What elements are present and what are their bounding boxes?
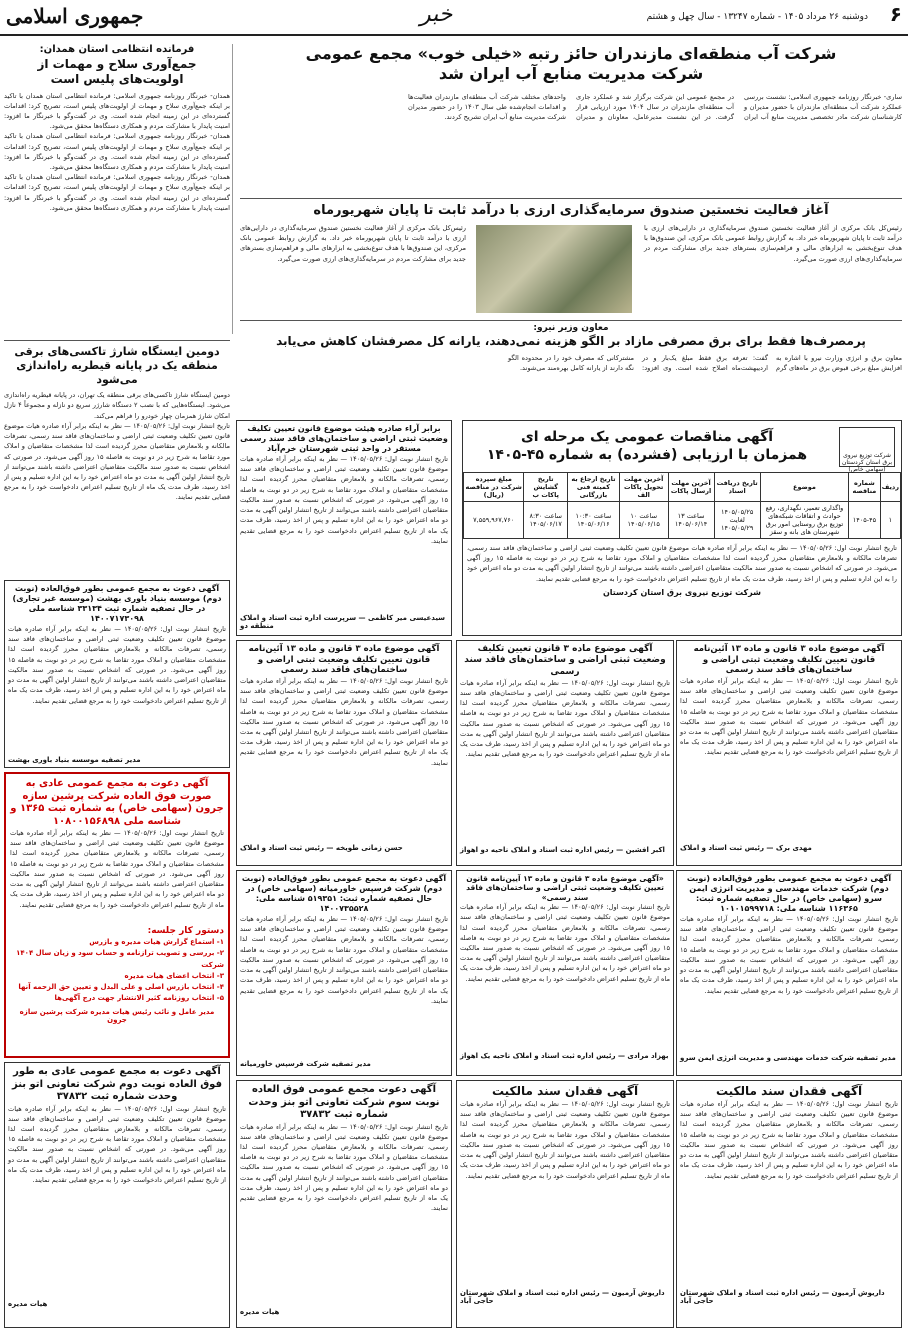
notice-6 bbox=[236, 1080, 452, 1328]
fund-story bbox=[240, 198, 902, 318]
tender-company: شرکت توزیع نیروی برق استان کردستان (سهامی خاص) bbox=[841, 452, 893, 474]
left-story-body-cont: همدان- خبرنگار روزنامه جمهوری اسلامی: فرمانده انتظامی استان همدان با تاکید بر اینکه جمع‌آوری سلاح و مهمات از اولویت‌های پلیس است، تصریح کرد: اقدامات گسترده‌ای در این زمینه انجام شده است. وی در گفت‌وگو با خبرنگار ما افزود: امنیت پایدار با مشارکت مردم و همکاری دستگاه‌ها محقق می‌شود. bbox=[4, 132, 230, 172]
notice-7 bbox=[456, 640, 674, 866]
tender-column-header: موضوع bbox=[760, 473, 848, 502]
electricity-body: معاون برق و انرژی وزارت نیرو با اشاره به افزایش مبلغ برخی قبوض برق در ماه‌های گرم گفت: تعرفه برق فقط مبلغ یک‌بار و در اردیبهشت‌ماه اصلاح شده است. وی افزود: مشترکانی که مصرف خود را در محدوده الگو نگه دارند از یارانه کامل بهره‌مند می‌شوند. bbox=[508, 354, 902, 373]
notice-title: آگهی موضوع ماده ۳ قانون و ماده ۱۳ آئین‌نامه قانون تعیین تکلیف وضعیت ثبتی اراضی و ساختمان‌های فاقد سند رسمی bbox=[248, 644, 440, 676]
lead-story-subtitle: شرکت مدیریت منابع آب ایران شد bbox=[438, 64, 704, 83]
notice-title: آگهی موضوع ماده ۳ قانون تعیین تکلیف وضعیت ثبتی اراضی و ساختمان‌های فاقد سند رسمی bbox=[464, 644, 666, 677]
money-photo bbox=[476, 225, 632, 313]
agenda-item: ۴- انتخاب بازرس اصلی و علی البدل و تعیین حق الزحمه آنها bbox=[18, 983, 224, 991]
notice-10 bbox=[676, 640, 902, 866]
notice-title: آگهی دعوت مجمع عمومی فوق العاده نوبت سوم شرکت تعاونی اتو بنز وحدت شماره ثبت ۳۷۸۳۲ bbox=[248, 1084, 440, 1120]
tender-column-header: ردیف bbox=[880, 473, 900, 502]
notice-signature: مهدی برک — رئیس ثبت اسناد و املاک bbox=[680, 843, 812, 852]
tender-column-header: مبلغ سپرده شرکت در مناقصه (ریال) bbox=[464, 473, 524, 502]
tender-cell: ۱۴۰۵-۴۵ bbox=[849, 502, 881, 539]
notice-signature: مدیر تصفیه شرکت خدمات مهندسی و مدیریت انرژی ایمن سرو bbox=[680, 1054, 896, 1062]
notice-body: تاریخ انتشار نوبت اول: ۱۴۰۵/۰۵/۲۶ — نظر به اینکه برابر آراء صادره هیات موضوع قانون تعیین تکلیف وضعیت ثبتی اراضی و ساختمان‌های فاقد سند رسمی، تصرفات مالکانه و بلامعارض متقاضیان محرز گردیده است لذا مشخصات متقاضیان و املاک مورد تقاضا به شرح زیر در دو نوبت به فاصله ۱۵ روز آگهی می‌شود. در صورتی که اشخاص نسبت به صدور سند مالکیت متقاضیان اعتراضی داشته باشند می‌توانند از تاریخ انتشار اولین آگهی به مدت دو ماه اعتراض خود را به این اداره تسلیم و پس از اخذ رسید، ظرف مدت یک ماه از تاریخ تسلیم اعتراض دادخواست خود را به مرجع قضایی تقدیم نمایند. bbox=[8, 625, 226, 705]
tender-cell: واگذاری تعمیر، نگهداری، رفع حوادث و اتفاقات شبکه‌های توزیع برق روستایی امور برق شهرستان های بانه و سقز bbox=[760, 502, 848, 539]
notice-title: آگهی فقدان سند مالکیت bbox=[491, 1084, 639, 1098]
notice-body: تاریخ انتشار نوبت اول: ۱۴۰۵/۰۵/۲۶ — نظر به اینکه برابر آراء صادره هیات موضوع قانون تعیین تکلیف وضعیت ثبتی اراضی و ساختمان‌های فاقد سند رسمی، تصرفات مالکانه و بلامعارض متقاضیان محرز گردیده است لذا مشخصات متقاضیان و املاک مورد تقاضا به شرح زیر در دو نوبت به فاصله ۱۵ روز آگهی می‌شود. در صورتی که اشخاص نسبت به صدور سند مالکیت متقاضیان اعتراضی داشته باشند می‌توانند از تاریخ انتشار اولین آگهی به مدت دو ماه اعتراض خود را به این اداره تسلیم و پس از اخذ رسید، ظرف مدت یک ماه از تاریخ تسلیم اعتراض دادخواست خود را به مرجع قضایی تقدیم نمایند. bbox=[10, 829, 224, 909]
notice-title: آگهی دعوت به مجمع عمومی بطور فوق‌العاده (نوبت دوم) شرکت فرسپس خاورمیانه (سهامی خاص) در حال تصفیه شماره ثبت: ۵۱۹۳۵۱ شناسه ملی: ۱۴۰۰۷۳۵۵۲۸ bbox=[241, 874, 447, 913]
lead-story-body: ساری- خبرنگار روزنامه جمهوری اسلامی: نشست بررسی عملکرد شرکت آب منطقه‌ای مازندران با حضور مدیران و کارشناسان شرکت مادر تخصصی مدیریت منابع آب ایران در مجمع عمومی این شرکت برگزار شد و عملکرد جاری آب منطقه‌ای مازندران در سال ۱۴۰۴ مورد ارزیابی قرار گرفت. در این نشست مدیرعامل، معاونان و مدیران واحدهای مختلف شرکت آب منطقه‌ای مازندران فعالیت‌ها و اقدامات انجام‌شده طی سال ۱۴۰۳ را در حضور مدیران شرکت مدیریت منابع آب ایران تشریح کردند. bbox=[408, 93, 902, 122]
notice-body: تاریخ انتشار نوبت اول: ۱۴۰۵/۰۵/۲۶ — نظر به اینکه برابر آراء صادره هیات موضوع قانون تعیین تکلیف وضعیت ثبتی اراضی و ساختمان‌های فاقد سند رسمی، تصرفات مالکانه و بلامعارض متقاضیان محرز گردیده است لذا مشخصات متقاضیان و املاک مورد تقاضا به شرح زیر در دو نوبت به فاصله ۱۵ روز آگهی می‌شود. در صورتی که اشخاص نسبت به صدور سند مالکیت متقاضیان اعتراضی داشته باشند می‌توانند از تاریخ انتشار اولین آگهی به مدت دو ماه اعتراض خود را به این اداره تسلیم و پس از اخذ رسید، ظرف مدت یک ماه از تاریخ تسلیم اعتراض دادخواست خود را به مرجع قضایی تقدیم نمایند. bbox=[460, 678, 670, 759]
notice-title: آگهی موضوع ماده ۳ قانون و ماده ۱۳ آئین‌نامه قانون تعیین تکلیف وضعیت ثبتی اراضی و ساختمان‌های فاقد سند رسمی bbox=[693, 644, 885, 676]
notice-body: تاریخ انتشار نوبت اول: ۱۴۰۵/۰۵/۲۶ — نظر به اینکه برابر آراء صادره هیات موضوع قانون تعیین تکلیف وضعیت ثبتی اراضی و ساختمان‌های فاقد سند رسمی، تصرفات مالکانه و بلامعارض متقاضیان محرز گردیده است لذا مشخصات متقاضیان و املاک مورد تقاضا به شرح زیر در دو نوبت به فاصله ۱۵ روز آگهی می‌شود. در صورتی که اشخاص نسبت به صدور سند مالکیت متقاضیان اعتراضی داشته باشند می‌توانند از تاریخ انتشار اولین آگهی به مدت دو ماه اعتراض خود را به این اداره تسلیم و پس از اخذ رسید، ظرف مدت یک ماه از تاریخ تسلیم اعتراض دادخواست خود را به مرجع قضایی تقدیم نمایند. bbox=[240, 915, 448, 1005]
tender-notes: تاریخ انتشار نوبت اول: ۱۴۰۵/۰۵/۲۶ — نظر به اینکه برابر آراء صادره هیات موضوع قانون تعیین تکلیف وضعیت ثبتی اراضی و ساختمان‌های فاقد سند رسمی، تصرفات مالکانه و بلامعارض متقاضیان محرز گردیده است لذا مشخصات متقاضیان و املاک مورد تقاضا به شرح زیر در دو نوبت به فاصله ۱۵ روز آگهی می‌شود. در صورتی که اشخاص نسبت به صدور سند مالکیت متقاضیان اعتراضی داشته باشند می‌توانند از تاریخ انتشار اولین آگهی به مدت دو ماه اعتراض خود را به این اداره تسلیم و پس از اخذ رسید، ظرف مدت یک ماه از تاریخ تسلیم اعتراض دادخواست خود را به مرجع قضایی تقدیم نمایند. bbox=[467, 544, 897, 583]
page-number: ۶ bbox=[889, 2, 902, 26]
notice-title: آگهی دعوت به مجمع عمومی عادی به صورت فوق العاده شرکت پرشین سازه جرون (سهامی خاص) به شماره ثبت ۱۳۶۵ و شناسه ملی ۱۰۸۰۰۱۵۶۸۹۸ bbox=[10, 778, 224, 827]
tender-title-line1: آگهی مناقصات عمومی یک مرحله ای bbox=[520, 429, 774, 445]
notice-body: تاریخ انتشار نوبت اول: ۱۴۰۵/۰۵/۲۶ — نظر به اینکه برابر آراء صادره هیات موضوع قانون تعیین تکلیف وضعیت ثبتی اراضی و ساختمان‌های فاقد سند رسمی، تصرفات مالکانه و بلامعارض متقاضیان محرز گردیده است لذا مشخصات متقاضیان و املاک مورد تقاضا به شرح زیر در دو نوبت به فاصله ۱۵ روز آگهی می‌شود. در صورتی که اشخاص نسبت به صدور سند مالکیت متقاضیان اعتراضی داشته باشند می‌توانند از تاریخ انتشار اولین آگهی به مدت دو ماه اعتراض خود را به این اداره تسلیم و پس از اخذ رسید، ظرف مدت یک ماه از تاریخ تسلیم اعتراض دادخواست خود را به مرجع قضایی تقدیم نمایند. bbox=[460, 1100, 670, 1180]
notice-signature: بهزاد مرادی — رئیس اداره ثبت اسناد و املاک ناحیه یک اهواز bbox=[460, 1052, 669, 1061]
tender-cell: ۷,۵۵۹,۹۶۷,۷۶۰ bbox=[464, 502, 524, 539]
notice-title: آگهی دعوت به مجمع عمومی عادی به طور فوق العاده نوبت دوم شرکت تعاونی اتو بنز وحدت شماره ثبت ۳۷۸۳۲ bbox=[12, 1066, 222, 1102]
tender-footer: شرکت توزیع نیروی برق استان کردستان bbox=[602, 587, 762, 597]
tender-cell: ساعت ۸:۳۰ ۱۴۰۵/۰۶/۱۷ bbox=[524, 502, 568, 539]
notice-title: «آگهی موضوع ماده ۳ قانون و ماده ۱۳ آیین‌نامه قانون تعیین تکلیف وضعیت ثبتی اراضی و ساختمان‌های فاقد سند رسمی» bbox=[466, 874, 664, 902]
fund-story-body-cont: رئیس‌کل بانک مرکزی از آغاز فعالیت نخستین صندوق سرمایه‌گذاری در دارایی‌های ارزی با درآمد ثابت تا پایان شهریورماه خبر داد. به گزارش روابط عمومی بانک مرکزی، این صندوق‌ها با هدف تنوع‌بخشی به ابزارهای مالی و فراهم‌سازی بسترهای جدید برای مشارکت مردم در سرمایه‌گذاری‌های ارزی صورت می‌گیرد. bbox=[240, 224, 466, 263]
fund-story-title: آغاز فعالیت نخستین صندوق سرمایه‌گذاری ارزی با درآمد ثابت تا پایان شهریورماه bbox=[313, 203, 829, 218]
notice-0 bbox=[236, 420, 452, 636]
notice-5 bbox=[236, 870, 452, 1076]
tender-column-header: تاریخ دریافت اسناد bbox=[714, 473, 760, 502]
electricity-story bbox=[240, 320, 902, 416]
notice-signature: اکبر افشین — رئیس اداره ثبت اسناد و املاک ناحیه دو اهواز bbox=[460, 845, 665, 854]
tender-cell: ۱۴۰۵/۰۵/۲۵ لغایت ۱۴۰۵/۰۵/۲۹ bbox=[714, 502, 760, 539]
notice-signature: مدیر تصفیه شرکت فرسپس خاورمیانه bbox=[240, 1060, 371, 1068]
taxi-story-body-cont: تاریخ انتشار نوبت اول: ۱۴۰۵/۰۵/۲۶ — نظر به اینکه برابر آراء صادره هیات موضوع قانون تعیین تکلیف وضعیت ثبتی اراضی و ساختمان‌های فاقد سند رسمی، تصرفات مالکانه و بلامعارض متقاضیان محرز گردیده است لذا مشخصات متقاضیان و املاک مورد تقاضا به شرح زیر در دو نوبت به فاصله ۱۵ روز آگهی می‌شود. در صورتی که اشخاص نسبت به صدور سند مالکیت متقاضیان اعتراضی داشته باشند می‌توانند از تاریخ انتشار اولین آگهی به مدت دو ماه اعتراض خود را به این اداره تسلیم و پس از اخذ رسید، ظرف مدت یک ماه از تاریخ تسلیم اعتراض دادخواست خود را به مرجع قضایی تقدیم نمایند. bbox=[4, 421, 230, 502]
notice-2 bbox=[4, 772, 230, 1058]
tender-cell: ساعت ۱۰:۳۰ ۱۴۰۵/۰۶/۱۶ bbox=[568, 502, 620, 539]
notice-title: آگهی دعوت به مجمع عمومی بطور فوق‌العاده (نوبت دوم) موسسه بنیاد باوری بهشت (موسسه غیر تجاری) در حال تصفیه شماره ثبت ۳۳۱۳۴ شناسه ملی ۱۴۰۰۷۱۷۳۰۹۸ bbox=[12, 584, 222, 623]
lead-story-title: شرکت آب منطقه‌ای مازندران حائز رتبه «خیلی خوب» مجمع عمومی bbox=[305, 44, 837, 63]
notice-signature: حسن زمانی طویخه — رئیس ثبت اسناد و املاک bbox=[240, 843, 403, 852]
notice-8 bbox=[456, 870, 674, 1076]
date-line: دوشنبه ۲۶ مرداد ۱۴۰۵ - شماره ۱۳۲۴۷ - سال چهل و هشتم bbox=[646, 12, 868, 22]
left-story-kicker: فرمانده انتظامی استان همدان: bbox=[39, 44, 195, 55]
notice-body: تاریخ انتشار نوبت اول: ۱۴۰۵/۰۵/۲۶ — نظر به اینکه برابر آراء صادره هیات موضوع قانون تعیین تکلیف وضعیت ثبتی اراضی و ساختمان‌های فاقد سند رسمی، تصرفات مالکانه و بلامعارض متقاضیان محرز گردیده است لذا مشخصات متقاضیان و املاک مورد تقاضا به شرح زیر در دو نوبت به فاصله ۱۵ روز آگهی می‌شود. در صورتی که اشخاص نسبت به صدور سند مالکیت متقاضیان اعتراضی داشته باشند می‌توانند از تاریخ انتشار اولین آگهی به مدت دو ماه اعتراض خود را به این اداره تسلیم و پس از اخذ رسید، ظرف مدت یک ماه از تاریخ تسلیم اعتراض دادخواست خود را به مرجع قضایی تقدیم نمایند. bbox=[680, 915, 898, 995]
tender-table bbox=[463, 472, 901, 539]
left-column-story bbox=[4, 44, 230, 334]
notice-signature: هیات مدیره bbox=[8, 1299, 48, 1308]
taxi-story bbox=[4, 340, 230, 570]
tender-title-line2: همزمان با ارزیابی (فشرده) به شماره ۴۵-۱۴۰۵ bbox=[486, 446, 808, 463]
notice-body: تاریخ انتشار نوبت اول: ۱۴۰۵/۰۵/۲۶ — نظر به اینکه برابر آراء صادره هیات موضوع قانون تعیین تکلیف وضعیت ثبتی اراضی و ساختمان‌های فاقد سند رسمی، تصرفات مالکانه و بلامعارض متقاضیان محرز گردیده است لذا مشخصات متقاضیان و املاک مورد تقاضا به شرح زیر در دو نوبت به فاصله ۱۵ روز آگهی می‌شود. در صورتی که اشخاص نسبت به صدور سند مالکیت متقاضیان اعتراضی داشته باشند می‌توانند از تاریخ انتشار اولین آگهی به مدت دو ماه اعتراض خود را به این اداره تسلیم و پس از اخذ رسید، ظرف مدت یک ماه از تاریخ تسلیم اعتراض دادخواست خود را به مرجع قضایی تقدیم نمایند. bbox=[460, 903, 670, 983]
tender-cell: ۱ bbox=[880, 502, 900, 539]
tender-column-header: تاریخ گشایش پاکات ب bbox=[524, 473, 568, 502]
tender-column-header: تاریخ ارجاع به کمیته فنی بازرگانی bbox=[568, 473, 620, 502]
tender-cell: ساعت ۱۳ ۱۴۰۵/۰۶/۱۴ bbox=[668, 502, 714, 539]
notice-signature: مدیر تصفیه موسسه بنیاد باوری بهشت bbox=[8, 756, 141, 764]
notice-12 bbox=[676, 1080, 902, 1328]
newspaper-logo: جمهوری اسلامی bbox=[6, 4, 144, 28]
taxi-story-body: دومین ایستگاه شارژ تاکسی‌های برقی منطقه یک تهران، در پایانه قیطریه راه‌اندازی می‌شود. ایستگاه‌هایی که با نصب ۲ دستگاه شارژر سریع دو نازله و مجموعاً ۴ نازل امکان شارژ همزمان چهار خودرو را فراهم می‌کند. bbox=[4, 391, 230, 420]
agenda-item: ۱- استماع گزارش هیات مدیره و بازرس bbox=[89, 938, 224, 947]
tender-column-header: آخرین مهلت ارسال پاکات bbox=[668, 473, 714, 502]
notice-signature: مدیر عامل و نائب رئیس هیات مدیره شرکت پرشین سازه جرون bbox=[19, 1008, 215, 1025]
agenda-item: ۵- انتخاب روزنامه کثیر الانتشار جهت درج آگهی‌ها bbox=[54, 994, 224, 1003]
agenda-item: ۲- بررسی و تصویب ترازنامه و حساب سود و زیان سال ۱۴۰۴ شرکت bbox=[16, 949, 224, 969]
taxi-story-title: دومین ایستگاه شارژ تاکسی‌های برقی منطقه یک در پایانه قیطریه راه‌اندازی می‌شود bbox=[14, 345, 220, 386]
company-logo bbox=[839, 427, 895, 474]
notice-title: برابر آراء صادره هیئت موضوع قانون تعیین تکلیف وضعیت ثبتی اراضی و ساختمان‌های فاقد سند رسمی مستقر در واحد ثبتی شهرستان خرم‌آباد bbox=[240, 424, 448, 453]
notice-body: تاریخ انتشار نوبت اول: ۱۴۰۵/۰۵/۲۶ — نظر به اینکه برابر آراء صادره هیات موضوع قانون تعیین تکلیف وضعیت ثبتی اراضی و ساختمان‌های فاقد سند رسمی، تصرفات مالکانه و بلامعارض متقاضیان محرز گردیده است لذا مشخصات متقاضیان و املاک مورد تقاضا به شرح زیر در دو نوبت به فاصله ۱۵ روز آگهی می‌شود. در صورتی که اشخاص نسبت به صدور سند مالکیت متقاضیان اعتراضی داشته باشند می‌توانند از تاریخ انتشار اولین آگهی به مدت دو ماه اعتراض خود را به این اداره تسلیم و پس از اخذ رسید، ظرف مدت یک ماه از تاریخ تسلیم اعتراض دادخواست خود را به مرجع قضایی تقدیم نمایند. bbox=[240, 1122, 448, 1213]
left-story-body-cont2: همدان- خبرنگار روزنامه جمهوری اسلامی: فرمانده انتظامی استان همدان با تاکید بر اینکه جمع‌آوری سلاح و مهمات از اولویت‌های پلیس است، تصریح کرد: اقدامات گسترده‌ای در این زمینه انجام شده است. وی در گفت‌وگو با خبرنگار ما افزود: امنیت پایدار با مشارکت مردم و همکاری دستگاه‌ها محقق می‌شود. bbox=[4, 173, 230, 212]
notice-body: تاریخ انتشار نوبت اول: ۱۴۰۵/۰۵/۲۶ — نظر به اینکه برابر آراء صادره هیات موضوع قانون تعیین تکلیف وضعیت ثبتی اراضی و ساختمان‌های فاقد سند رسمی، تصرفات مالکانه و بلامعارض متقاضیان محرز گردیده است لذا مشخصات متقاضیان و املاک مورد تقاضا به شرح زیر در دو نوبت به فاصله ۱۵ روز آگهی می‌شود. در صورتی که اشخاص نسبت به صدور سند مالکیت متقاضیان اعتراضی داشته باشند می‌توانند از تاریخ انتشار اولین آگهی به مدت دو ماه اعتراض خود را به این اداره تسلیم و پس از اخذ رسید، ظرف مدت یک ماه از تاریخ تسلیم اعتراض دادخواست خود را به مرجع قضایی تقدیم نمایند. bbox=[240, 455, 448, 545]
notice-body: تاریخ انتشار نوبت اول: ۱۴۰۵/۰۵/۲۶ — نظر به اینکه برابر آراء صادره هیات موضوع قانون تعیین تکلیف وضعیت ثبتی اراضی و ساختمان‌های فاقد سند رسمی، تصرفات مالکانه و بلامعارض متقاضیان محرز گردیده است لذا مشخصات متقاضیان و املاک مورد تقاضا به شرح زیر در دو نوبت به فاصله ۱۵ روز آگهی می‌شود. در صورتی که اشخاص نسبت به صدور سند مالکیت متقاضیان اعتراضی داشته باشند می‌توانند از تاریخ انتشار اولین آگهی به مدت دو ماه اعتراض خود را به این اداره تسلیم و پس از اخذ رسید، ظرف مدت یک ماه از تاریخ تسلیم اعتراض دادخواست خود را به مرجع قضایی تقدیم نمایند. bbox=[680, 676, 898, 757]
notice-title: آگهی فقدان سند مالکیت bbox=[715, 1084, 863, 1098]
left-story-title: جمع‌آوری سلاح و مهمات از اولویت‌های پلیس است bbox=[37, 56, 197, 86]
notice-9 bbox=[456, 1080, 674, 1328]
notice-4 bbox=[236, 640, 452, 866]
electricity-kicker: معاون وزیر نیرو: bbox=[533, 323, 609, 333]
section-title: خبر bbox=[420, 2, 453, 27]
agenda-list bbox=[10, 937, 224, 1004]
notice-signature: داریوش آرمیون — رئیس اداره ثبت اسناد و املاک شهرستان حاجی آباد bbox=[680, 1289, 885, 1305]
notice-signature: داریوش آرمیون — رئیس اداره ثبت اسناد و املاک شهرستان حاجی آباد bbox=[460, 1289, 665, 1305]
notice-11 bbox=[676, 870, 902, 1076]
notice-body: تاریخ انتشار نوبت اول: ۱۴۰۵/۰۵/۲۶ — نظر به اینکه برابر آراء صادره هیات موضوع قانون تعیین تکلیف وضعیت ثبتی اراضی و ساختمان‌های فاقد سند رسمی، تصرفات مالکانه و بلامعارض متقاضیان محرز گردیده است لذا مشخصات متقاضیان و املاک مورد تقاضا به شرح زیر در دو نوبت به فاصله ۱۵ روز آگهی می‌شود. در صورتی که اشخاص نسبت به صدور سند مالکیت متقاضیان اعتراضی داشته باشند می‌توانند از تاریخ انتشار اولین آگهی به مدت دو ماه اعتراض خود را به این اداره تسلیم و پس از اخذ رسید، ظرف مدت یک ماه از تاریخ تسلیم اعتراض دادخواست خود را به مرجع قضایی تقدیم نمایند. bbox=[240, 676, 448, 767]
notice-1 bbox=[4, 580, 230, 768]
lead-story bbox=[240, 44, 902, 194]
electricity-title: پرمصرف‌ها فقط برای برق مصرفی مازاد بر الگو هزینه نمی‌دهند، یارانه کل مصرفشان کاهش می‌یابد bbox=[276, 334, 866, 349]
masthead bbox=[0, 0, 908, 36]
notice-3 bbox=[4, 1062, 230, 1328]
tender-column-header: آخرین مهلت تحویل پاکات الف bbox=[619, 473, 668, 502]
notice-body: تاریخ انتشار نوبت اول: ۱۴۰۵/۰۵/۲۶ — نظر به اینکه برابر آراء صادره هیات موضوع قانون تعیین تکلیف وضعیت ثبتی اراضی و ساختمان‌های فاقد سند رسمی، تصرفات مالکانه و بلامعارض متقاضیان محرز گردیده است لذا مشخصات متقاضیان و املاک مورد تقاضا به شرح زیر در دو نوبت به فاصله ۱۵ روز آگهی می‌شود. در صورتی که اشخاص نسبت به صدور سند مالکیت متقاضیان اعتراضی داشته باشند می‌توانند از تاریخ انتشار اولین آگهی به مدت دو ماه اعتراض خود را به این اداره تسلیم و پس از اخذ رسید، ظرف مدت یک ماه از تاریخ تسلیم اعتراض دادخواست خود را به مرجع قضایی تقدیم نمایند. bbox=[8, 1104, 226, 1185]
notice-signature: هیات مدیره bbox=[240, 1307, 280, 1316]
fund-story-body: رئیس‌کل بانک مرکزی از آغاز فعالیت نخستین صندوق سرمایه‌گذاری در دارایی‌های ارزی با درآمد ثابت تا پایان شهریورماه خبر داد. به گزارش روابط عمومی بانک مرکزی، این صندوق‌ها با هدف تنوع‌بخشی به ابزارهای مالی و فراهم‌سازی بسترهای جدید برای مشارکت مردم در سرمایه‌گذاری‌های ارزی صورت می‌گیرد. bbox=[644, 224, 902, 263]
tender-cell: ساعت ۱۰ ۱۴۰۵/۰۶/۱۵ bbox=[619, 502, 668, 539]
tender-ad bbox=[462, 420, 902, 636]
notice-body: تاریخ انتشار نوبت اول: ۱۴۰۵/۰۵/۲۶ — نظر به اینکه برابر آراء صادره هیات موضوع قانون تعیین تکلیف وضعیت ثبتی اراضی و ساختمان‌های فاقد سند رسمی، تصرفات مالکانه و بلامعارض متقاضیان محرز گردیده است لذا مشخصات متقاضیان و املاک مورد تقاضا به شرح زیر در دو نوبت به فاصله ۱۵ روز آگهی می‌شود. در صورتی که اشخاص نسبت به صدور سند مالکیت متقاضیان اعتراضی داشته باشند می‌توانند از تاریخ انتشار اولین آگهی به مدت دو ماه اعتراض خود را به این اداره تسلیم و پس از اخذ رسید، ظرف مدت یک ماه از تاریخ تسلیم اعتراض دادخواست خود را به مرجع قضایی تقدیم نمایند. bbox=[680, 1100, 898, 1180]
tender-column-header: شماره مناقصه bbox=[849, 473, 881, 502]
left-story-body: همدان- خبرنگار روزنامه جمهوری اسلامی: فرمانده انتظامی استان همدان با تاکید بر اینکه جمع‌آوری سلاح و مهمات از اولویت‌های پلیس است، تصریح کرد: اقدامات گسترده‌ای در این زمینه انجام شده است. وی در گفت‌وگو با خبرنگار ما افزود: امنیت پایدار با مشارکت مردم و همکاری دستگاه‌ها محقق می‌شود. bbox=[4, 91, 230, 131]
agenda-item: ۳- انتخاب اعضای هیات مدیره bbox=[124, 971, 224, 980]
agenda-title: دستور کار جلسه: bbox=[147, 926, 224, 936]
notice-signature: سیدعیسی میر کاظمی — سرپرست اداره ثبت اسناد و املاک منطقه دو bbox=[240, 614, 446, 630]
notice-title: آگهی دعوت به مجمع عمومی بطور فوق‌العاده (نوبت دوم) شرکت خدمات مهندسی و مدیریت انرژی ایمن سرو (سهامی خاص) در حال تصفیه شماره ثبت: ۱۱۶۳۶۵ شناسه ملی: ۱۰۱۰۱۵۹۹۷۱۸ bbox=[686, 874, 892, 913]
